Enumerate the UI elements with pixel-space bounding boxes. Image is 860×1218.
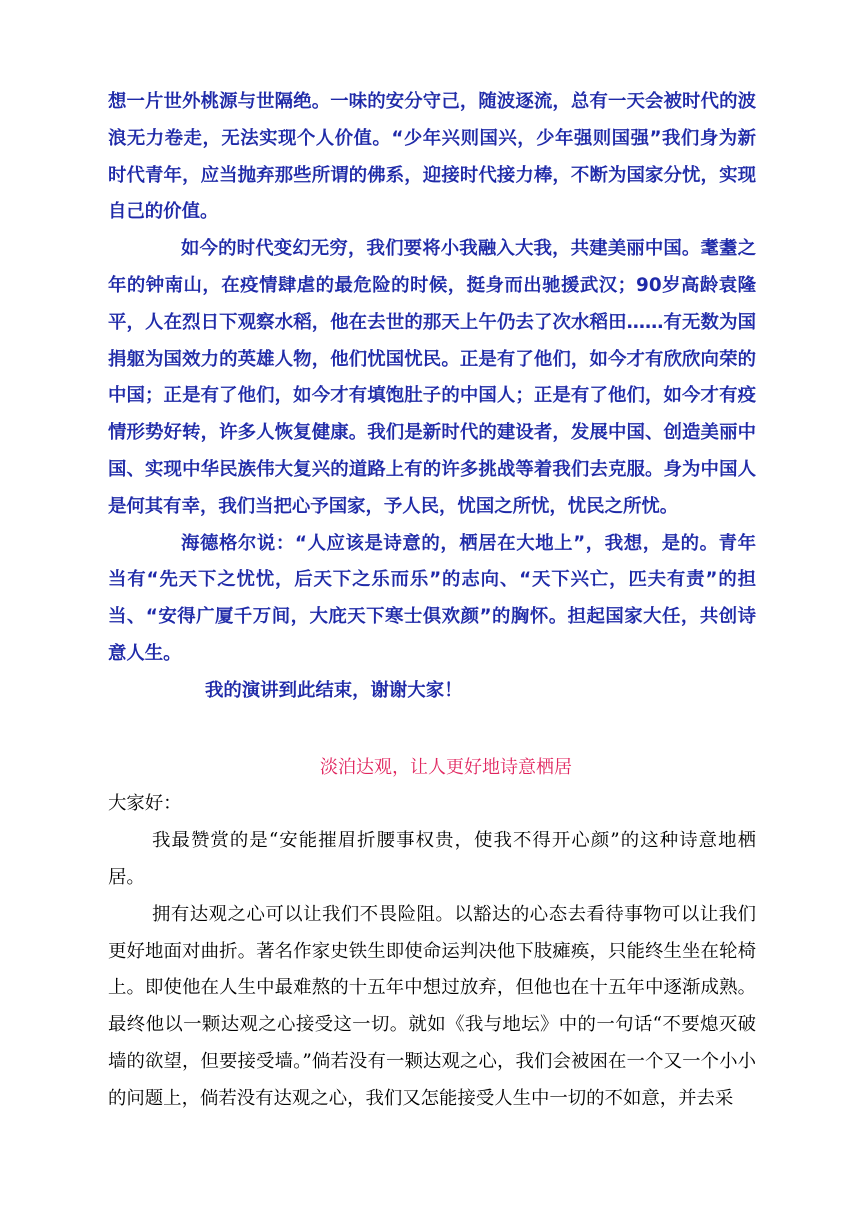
speech-paragraph-era: 如今的时代变幻无穷，我们要将小我融入大我，共建美丽中国。耄耋之年的钟南山，在疫情肆虐的最危险的时候，挺身而出驰援武汉；90岁高龄袁隆平，人在烈日下观察水稻，他在去世的那天上午仍去了次水稻田……有无数为国捐躯为国效力的英雄人物，他们忧国忧民。正是有了他们，如今才有欣欣向荣的中国；正是有了他们，如今才有填饱肚子的中国人；正是有了他们，如今才有疫情形势好转，许多人恢复健康。我们是新时代的建设者，发展中国、创造美丽中国、实现中华民族伟大复兴的道路上有的许多挑战等着我们去克服。身为中国人是何其有幸，我们当把心予国家，予人民，忧国之所忧，忧民之所忧。 bbox=[108, 238, 756, 517]
essay-paragraph-1: 我最赞赏的是“安能摧眉折腰事权贵，使我不得开心颜”的这种诗意地栖居。 bbox=[108, 830, 756, 888]
speech-paragraph-continued: 想一片世外桃源与世隔绝。一味的安分守己，随波逐流，总有一天会被时代的波浪无力卷走，无法实现个人价值。“少年兴则国兴，少年强则国强”我们身为新时代青年，应当抛弃那些所谓的佛系，迎接时代接力棒，不断为国家分忧，实现自己的价值。 bbox=[108, 91, 756, 223]
section-divider-space bbox=[108, 710, 756, 750]
essay-paragraph-2: 拥有达观之心可以让我们不畏险阻。以豁达的心态去看待事物可以让我们更好地面对曲折。著名作家史铁生即使命运判决他下肢瘫痪，只能终生坐在轮椅上。即使他在人生中最难熬的十五年中想过放弃，但他也在十五年中逐渐成熟。最终他以一颗达观之心接受这一切。就如《我与地坛》中的一句话“不要熄灭破墙的欲望，但要接受墙。”倘若没有一颗达观之心，我们会被困在一个又一个小小的问题上，倘若没有达观之心，我们又怎能接受人生中一切的不如意，并去采 bbox=[108, 903, 756, 1109]
speech-paragraph-heidegger: 海德格尔说：“人应该是诗意的，栖居在大地上”，我想，是的。青年当有“先天下之忧忧，后天下之乐而乐”的志向、“天下兴亡，匹夫有责”的担当、“安得广厦千万间，大庇天下寒士俱欢颜”的胸怀。担起国家大任，共创诗意人生。 bbox=[108, 532, 756, 664]
document-body bbox=[108, 84, 756, 1118]
essay-title: 淡泊达观，让人更好地诗意栖居 bbox=[320, 756, 572, 778]
speech-closing: 我的演讲到此结束，谢谢大家！ bbox=[205, 679, 463, 701]
greeting: 大家好： bbox=[108, 793, 182, 815]
